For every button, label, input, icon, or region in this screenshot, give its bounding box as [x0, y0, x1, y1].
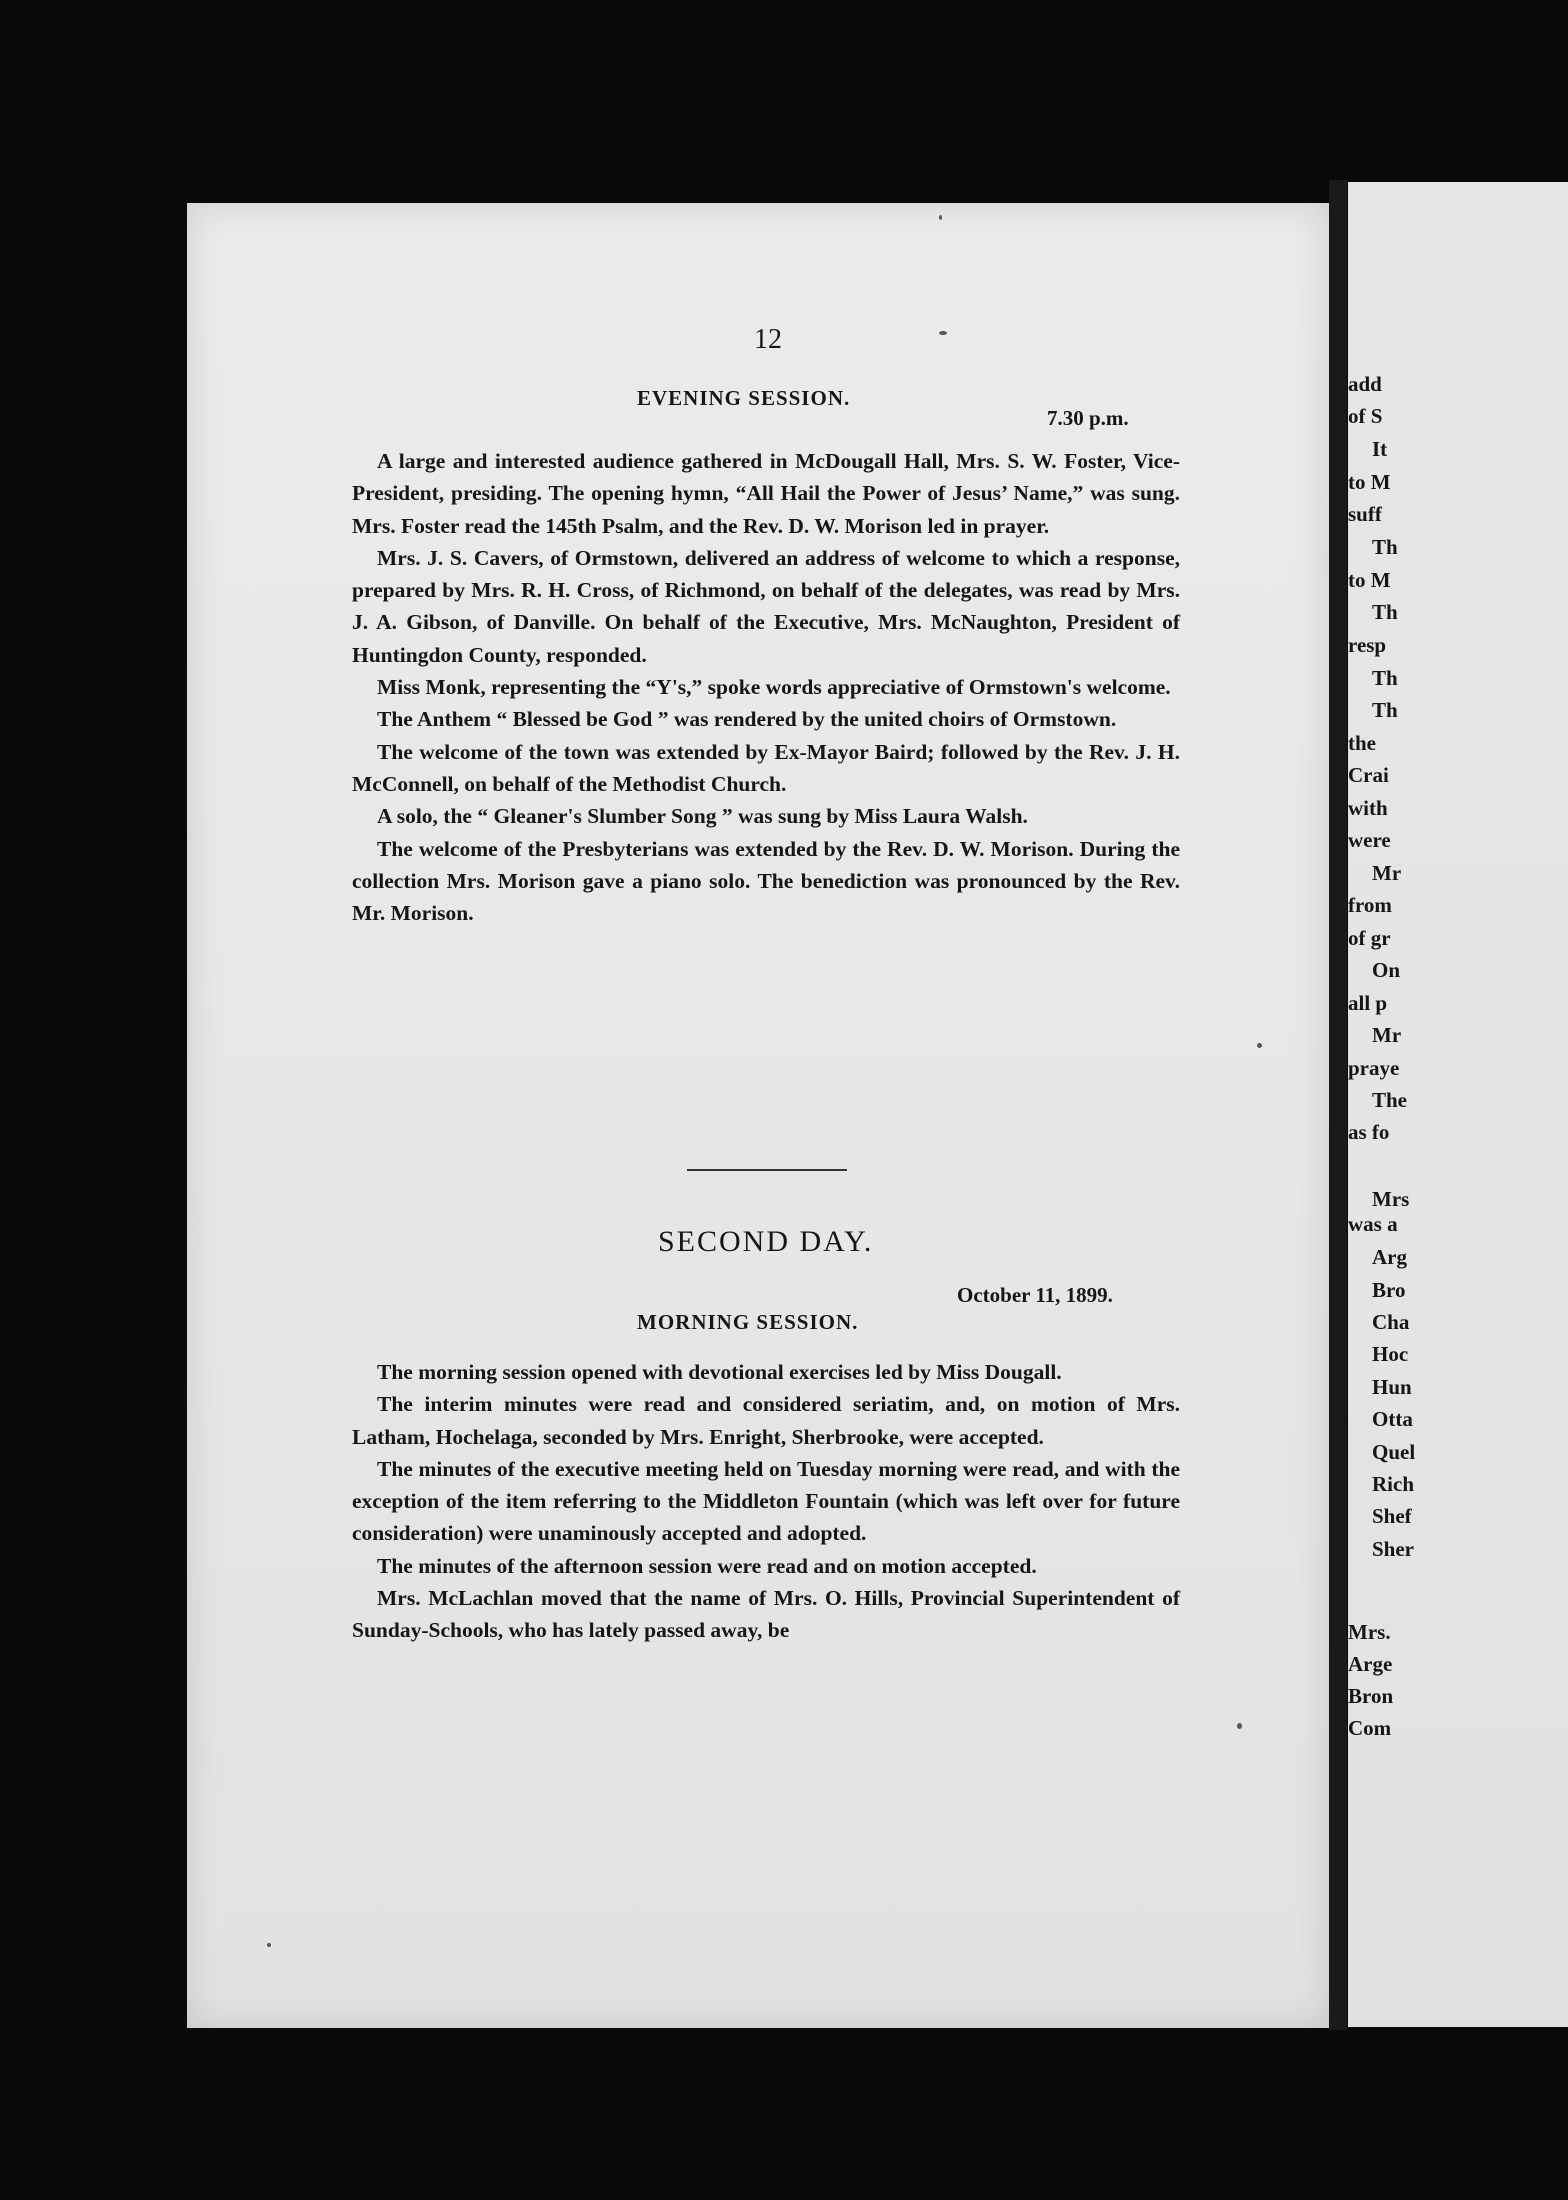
- facing-page-fragment: Shef: [1372, 1504, 1412, 1528]
- facing-page-fragment: Sher: [1372, 1537, 1414, 1561]
- facing-page-fragment: add: [1348, 372, 1382, 396]
- paper-speck: [1237, 1723, 1242, 1729]
- facing-page-fragment: Quel: [1372, 1440, 1416, 1464]
- facing-page-fragment: with: [1348, 796, 1388, 820]
- evening-session-body: [352, 445, 1180, 929]
- facing-page-fragment: Crai: [1348, 763, 1389, 787]
- page-number: 12: [754, 324, 782, 355]
- facing-page-fragment: The: [1372, 1088, 1408, 1112]
- facing-page: [1348, 182, 1568, 2027]
- facing-page-fragment: from: [1348, 893, 1392, 917]
- paper-speck: [267, 1943, 271, 1947]
- book-page: [187, 203, 1329, 2028]
- book-gutter: [1329, 180, 1347, 2030]
- paragraph: The morning session opened with devotional exercises led by Miss Dougall.: [377, 1360, 1062, 1384]
- second-day-date: October 11, 1899.: [957, 1283, 1113, 1307]
- paragraph: The welcome of the town was extended by Ex-Mayor Baird; followed by the Rev. J. H. McConnell, on behalf of the Methodist Church.: [352, 739, 1180, 796]
- facing-page-fragment: Th: [1372, 535, 1398, 559]
- facing-page-fragment: Bron: [1348, 1684, 1394, 1708]
- paragraph: The Anthem “ Blessed be God ” was rendered by the united choirs of Ormstown.: [377, 707, 1117, 732]
- facing-page-fragment: Arge: [1348, 1652, 1393, 1676]
- evening-session-time: 7.30 p.m.: [1047, 406, 1129, 430]
- paper-speck: [939, 331, 947, 335]
- facing-page-fragment: were: [1348, 828, 1391, 852]
- facing-page-fragment: Bro: [1372, 1278, 1406, 1302]
- facing-page-fragment: of S: [1348, 404, 1383, 428]
- facing-page-fragment: Cha: [1372, 1310, 1410, 1334]
- facing-page-fragment: On: [1372, 958, 1401, 982]
- paragraph: The interim minutes were read and considered seriatim, and, on motion of Mrs. Latham, Hochelaga, seconded by Mrs. Enright, Sherbrooke, were accepted.: [352, 1392, 1180, 1449]
- paragraph: The minutes of the executive meeting held on Tuesday morning were read, and with the exception of the item referring to the Middleton Fountain (which was left over for future consideration) were unaminously accepted and adopted.: [352, 1456, 1180, 1546]
- facing-page-fragment: was a: [1348, 1212, 1398, 1236]
- facing-page-fragment: praye: [1348, 1056, 1400, 1080]
- facing-page-fragment: to M: [1348, 568, 1391, 592]
- paper-speck: [1257, 1043, 1262, 1048]
- facing-page-fragment: resp: [1348, 633, 1387, 657]
- facing-page-fragment: Th: [1372, 666, 1398, 690]
- facing-page-fragment: the: [1348, 731, 1376, 755]
- facing-page-fragment: Th: [1372, 698, 1398, 722]
- paragraph: The minutes of the afternoon session were read and on motion accepted.: [377, 1553, 1037, 1578]
- facing-page-fragment: Otta: [1372, 1407, 1413, 1431]
- evening-session-heading: EVENING SESSION.: [637, 386, 851, 410]
- facing-page-fragment: It: [1372, 437, 1388, 461]
- facing-page-fragment: Mrs: [1372, 1187, 1410, 1211]
- morning-session-heading: MORNING SESSION.: [637, 1310, 859, 1334]
- facing-page-fragment: all p: [1348, 991, 1388, 1015]
- facing-page-fragment: as fo: [1348, 1120, 1390, 1144]
- facing-page-fragment: Mr: [1372, 1023, 1402, 1047]
- paragraph: A solo, the “ Gleaner's Slumber Song ” was sung by Miss Laura Walsh.: [377, 804, 1028, 829]
- paragraph: Miss Monk, representing the “Y's,” spoke words appreciative of Ormstown's welcome.: [377, 675, 1171, 700]
- morning-session-body: [352, 1356, 1180, 1647]
- facing-page-fragment: Th: [1372, 600, 1398, 624]
- facing-page-fragment: Mr: [1372, 861, 1402, 885]
- section-divider: [687, 1169, 847, 1171]
- facing-page-fragment: Mrs.: [1348, 1620, 1391, 1644]
- facing-page-fragment: to M: [1348, 470, 1391, 494]
- paragraph: Mrs. McLachlan moved that the name of Mrs. O. Hills, Provincial Superintendent of Sunday-Schools, who has lately passed away, be: [352, 1586, 1180, 1643]
- paragraph: A large and interested audience gathered in McDougall Hall, Mrs. S. W. Foster, Vice-President, presiding. The opening hymn, “All Hail the Power of Jesus’ Name,” was sung. Mrs. Foster read the 145th Psalm, and the Rev. D. W. Morison led in prayer.: [352, 449, 1180, 538]
- second-day-heading: SECOND DAY.: [658, 1225, 874, 1258]
- facing-page-fragment: Rich: [1372, 1472, 1414, 1496]
- facing-page-fragment: Hoc: [1372, 1342, 1409, 1366]
- facing-page-fragment: of gr: [1348, 926, 1391, 950]
- paragraph: Mrs. J. S. Cavers, of Ormstown, delivered an address of welcome to which a response, prepared by Mrs. R. H. Cross, of Richmond, on behalf of the delegates, was read by Mrs. J. A. Gibson, of Danville. On behalf of the Executive, Mrs. McNaughton, President of Huntingdon County, responded.: [352, 545, 1180, 667]
- facing-page-fragment: Com: [1348, 1716, 1392, 1740]
- facing-page-fragment: Arg: [1372, 1245, 1407, 1269]
- facing-page-fragment: Hun: [1372, 1375, 1412, 1399]
- paper-speck: [939, 215, 942, 220]
- facing-page-fragment: suff: [1348, 502, 1382, 526]
- paragraph: The welcome of the Presbyterians was extended by the Rev. D. W. Morison. During the collection Mrs. Morison gave a piano solo. The benediction was pronounced by the Rev. Mr. Morison.: [352, 836, 1180, 926]
